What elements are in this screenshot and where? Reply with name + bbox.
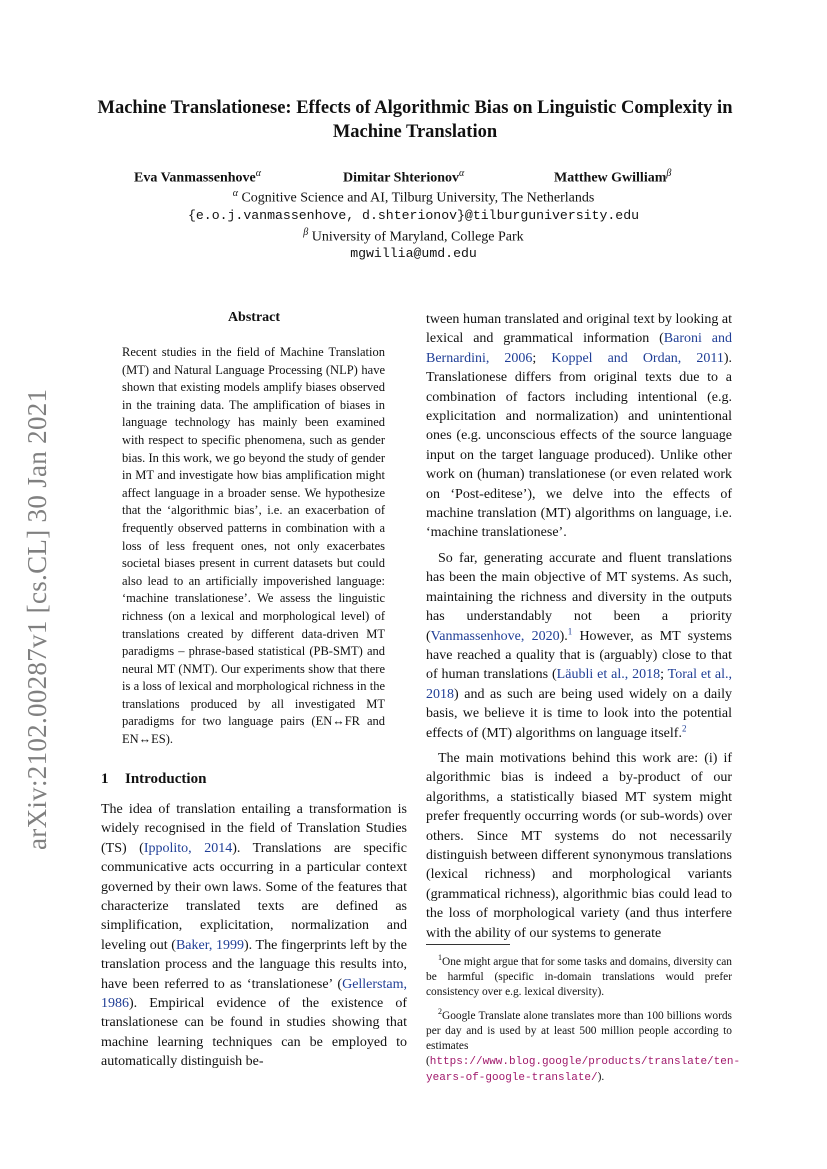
abstract-text: Recent studies in the field of Machine Translation (MT) and Natural Language Processing (NLP) have shown that existing models amplify biases observed in the training data. The amplification of biases in language technology has mainly been examined with respect to specific phenomena, such as gender bias. In this work, we go beyond the study of gender in MT and investigate how bias amplification might affect language in a broader sense. We hypothesize that the ‘algorithmic bias’, i.e. an exacerbation of frequently observed patterns in combination with a loss of less frequent ones, not only exacerbates societal biases present in current datasets but could also lead to an artificially impoverished language: ‘machine translationese’. We assess the linguistic richness (on a lexical and morphological level) of translations created by different data-driven MT paradigms – phrase-based statistical (PB-SMT) and neural MT (NMT). Our experiments show that there is a loss of lexical and morphological richness in the translations produced by all investigated MT paradigms for two language pairs (EN↔FR and EN↔ES).: [122, 345, 385, 747]
author-list: [0, 168, 827, 188]
right-column: [426, 310, 732, 943]
citation-link[interactable]: Gellerstam, 1986: [101, 976, 407, 1012]
author-1: Eva Vanmassenhove$^\alpha$: [134, 168, 262, 186]
footnote-marker[interactable]: 2: [681, 722, 687, 733]
citation-link[interactable]: Toral et al., 2018: [426, 667, 733, 702]
author-3: Matthew Gwilliam$^\beta$: [554, 168, 672, 186]
paragraph: tween human translated and original text by looking at lexical and grammatical information (Baroni and Bernardini, 2006; Koppel and Ordan, 2011). Translationese differs from original texts due to a combination of factors including intentional (e.g. explicitation and normalization) and unintentional ones (e.g. unconscious effects of the source language input on the target language produced). Unlike other work on (human) translationese (or even related work on ‘Post-editese’), we delve into the effects of machine translation (MT) algorithms on language, i.e. ‘machine translationese’.: [426, 312, 732, 541]
arxiv-identifier: arXiv:2102.00287v1 [cs.CL] 30 Jan 2021: [22, 388, 52, 850]
affiliation-alpha: $^\alpha$ Cognitive Science and AI, Tilburg University, The Netherlands: [232, 188, 595, 206]
citation-link[interactable]: Läubli et al., 2018: [556, 667, 661, 683]
affiliation-beta: $^\beta$ University of Maryland, College Park: [303, 227, 524, 245]
paper-title: Machine Translationese: Effects of Algorithmic Bias on Linguistic Complexity in Machine Translation: [97, 98, 733, 142]
citation-link[interactable]: Ippolito, 2014: [143, 840, 233, 856]
section-heading: 1 Introduction: [101, 771, 207, 787]
citation-link[interactable]: Vanmassenhove, 2020: [430, 628, 560, 644]
email-alpha: {e.o.j.vanmassenhove, d.shterionov}@tilburguniversity.edu: [187, 208, 640, 223]
citation-link[interactable]: Koppel and Ordan, 2011: [551, 350, 724, 366]
email-beta: mgwillia@umd.edu: [350, 246, 477, 261]
footnote-2: $^2$Google Translate alone translates more than 100 billions words per day and is used by at least 500 million people according to estimates (https://www.blog.google/products/translate/ten-years-of-google-translate/).: [426, 1006, 741, 1084]
intro-paragraph: The idea of translation entailing a transformation is widely recognised in the field of Translation Studies (TS) (Ippolito, 2014). Translations are specific communicative acts occurring in a particular context governed by their own laws. Some of the features that characterize translated texts are defined as simplification, explicitation, normalization and leveling out (Baker, 1999). The fingerprints left by the translation process and the language this results into, have been referred to as ‘translationese’ (Gellerstam, 1986). Empirical evidence of the existence of translationese can be found in studies showing that machine learning techniques can be employed to automatically distinguish be-: [101, 802, 407, 1070]
paragraph: The main motivations behind this work are: (i) if algorithmic bias is indeed a by-product of our algorithms, a statistically biased MT system might prefer frequently occurring words (or sub-words) over others. Since MT systems do not necessarily distinguish between different synonymous translations (lexical richness) and morphological variants (grammatical richness), algorithmic bias could lead to the loss of morphological variety (and thus interfere with the ability of our systems to generate: [426, 750, 732, 941]
citation-link[interactable]: Baroni and Bernardini, 2006: [426, 331, 732, 366]
footnote-url-link[interactable]: https://www.blog.google/products/translate/ten-years-of-google-translate/: [426, 1055, 741, 1084]
footnote-1: $^1$One might argue that for some tasks and domains, diversity can be harmful (specific in-domain translations would prefer consistency over e.g. lexical diversity).: [426, 953, 732, 998]
author-2: Dimitar Shterionov$^\alpha$: [343, 168, 465, 186]
citation-link[interactable]: Baker, 1999: [175, 937, 244, 953]
footnotes: [426, 950, 741, 1086]
footnote-divider: [426, 944, 510, 945]
abstract-heading: Abstract: [227, 310, 281, 325]
paragraph: So far, generating accurate and fluent translations has been the main objective of MT systems. As such, maintaining the richness and diversity in the outputs has understandably not been a priority (Vanmassenhove, 2020).$^1$ However, as MT systems have reached a quality that is (arguably) close to that of human translations (Läubli et al., 2018; Toral et al., 2018) and as such are being used widely on a daily basis, we believe it is time to look into the potential effects of (MT) algorithms on language itself.$^2$: [426, 550, 733, 741]
footnote-marker[interactable]: 1: [567, 625, 573, 636]
